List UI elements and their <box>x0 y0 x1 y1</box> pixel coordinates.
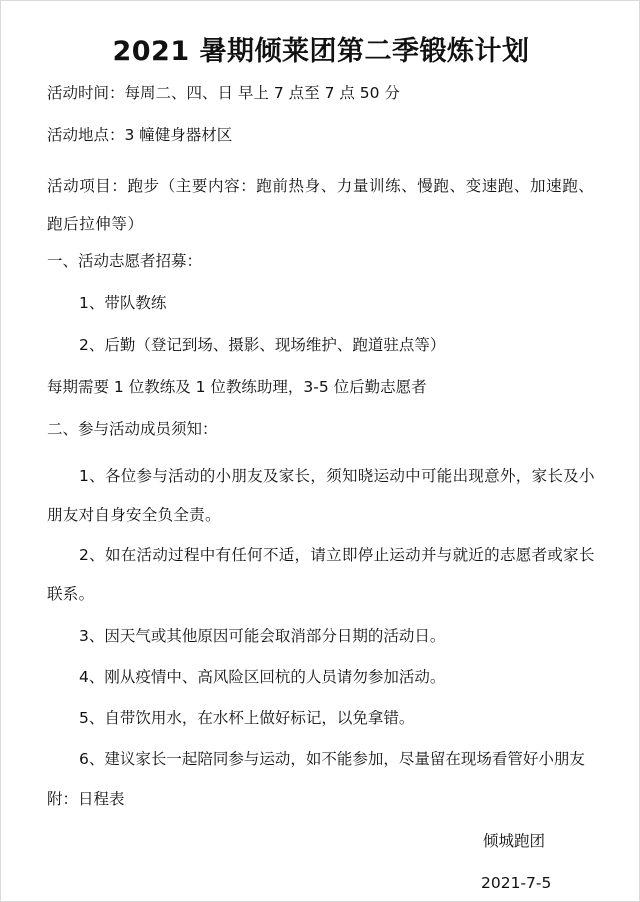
volunteer-requirement-note: 每期需要 1 位教练及 1 位教练助理，3-5 位后勤志愿者 <box>47 378 427 396</box>
volunteer-item-coach: 1、带队教练 <box>79 294 167 312</box>
activity-location: 活动地点：3 幢健身器材区 <box>47 126 233 144</box>
section-notice-heading: 二、参与活动成员须知： <box>47 420 218 438</box>
notice-item-1: 1、各位参与活动的小朋友及家长，须知晓运动中可能出现意外，家长及小朋友对自身安全负全责。 <box>47 467 595 524</box>
document-title: 2021 暑期倾莱团第二季锻炼计划 <box>112 36 530 67</box>
document-date: 2021-7-5 <box>481 874 552 892</box>
volunteer-item-logistics: 2、后勤（登记到场、摄影、现场维护、跑道驻点等） <box>79 336 446 354</box>
notice-item-6: 6、建议家长一起陪同参与运动，如不能参加，尽量留在现场看管好小朋友 <box>79 750 585 768</box>
appendix-schedule: 附：日程表 <box>47 790 125 808</box>
notice-item-3: 3、因天气或其他原因可能会取消部分日期的活动日。 <box>79 627 446 645</box>
activity-items: 活动项目：跑步（主要内容：跑前热身、力量训练、慢跑、变速跑、加速跑、跑后拉伸等） <box>47 177 595 233</box>
notice-item-5: 5、自带饮用水，在水杯上做好标记，以免拿错。 <box>79 709 415 727</box>
notice-item-2: 2、如在活动过程中有任何不适，请立即停止运动并与就近的志愿者或家长联系。 <box>47 546 595 603</box>
section-volunteers-heading: 一、活动志愿者招募： <box>47 252 203 270</box>
signature: 倾城跑团 <box>483 832 546 850</box>
notice-item-4: 4、刚从疫情中、高风险区回杭的人员请勿参加活动。 <box>79 668 446 686</box>
activity-time: 活动时间：每周二、四、日 早上 7 点至 7 点 50 分 <box>47 84 400 102</box>
